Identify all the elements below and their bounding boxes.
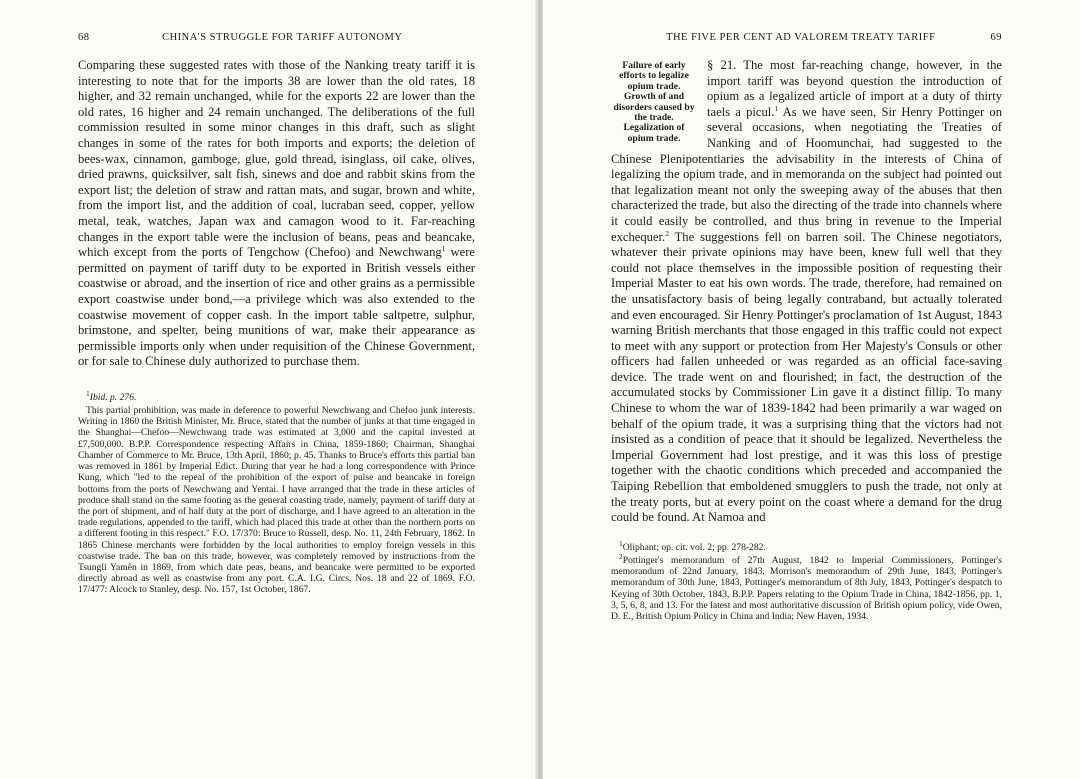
right-running-head	[611, 32, 1002, 43]
left-page-number: 68	[78, 32, 90, 43]
left-footnotes	[78, 388, 475, 596]
left-body-text	[78, 58, 475, 370]
left-body-part-2: were permitted on payment of tariff duty to be exported in British vessels either coastwise or abroad, and the insertion of rice and other grains as a permissible export coastwise under bond,—a privilege which was also extended to the coastwise movement of copper cash. In the import table saltpetre, sulphur, brimstone, and spelter, being munitions of war, make their appearance as permissible imports only when under requisition of the Chinese Government, or for sale to Chinese duly authorized to purchase them.	[78, 245, 476, 369]
right-page	[543, 0, 1080, 779]
left-body-part-1: Comparing these suggested rates with those of the Nanking treaty tariff it is interesting to note that for the imports 38 are lower than the old rates, 18 higher, and 32 remain unchanged, while for the exports 22 are lower than the old rates, 16 higher and 24 remain unchanged. The deliberations of the full commission resulted in some minor changes in this draft, such as slight changes in some of the rates for both imports and exports; the deletion of bees-wax, cinnamon, gamboge, glue, gold thread, isinglass, oil cake, olives, dried prawns, quicksilver, salt fish, sinews and doe and rabbit skins from the export list; the deletion of straw and rattan mats, and sugar, brown and white, from the import list, and the addition of coal, lucraban seed, copper, yellow metal, teak, watches, Japan wax and camagon wood to it. Far-reaching changes in the export table were the inclusion of beans, peas and beancake, which except from the ports of Tengchow (Chefoo) and Newchwang	[78, 58, 475, 260]
right-note-ref-1: 1	[774, 103, 779, 113]
right-footnote-2-text: Pottinger's memorandum of 27th August, 1842 to Imperial Commissioners, Pottinger's memorandum of 22nd January, 1843, Morrison's memorandum of 29th June, 1843, Pottinger's memorandum of 30th June, 1843, Pottinger's memorandum of 8th July, 1843, Pottinger's despatch to Keying of 30th October, 1843, B.P.P. Papers relating to the Opium Trade in China, 1842-1856, pp. 1, 3, 5, 6, 8, and 13. For the latest and most authoritative discussion of British opium policy, vide Owen, D. E., British Opium Policy in China and India; New Haven, 1934.	[611, 555, 1002, 623]
right-body-part-3: The suggestions fell on barren soil. The Chinese negotiators, whatever their private opinions may have been, knew full well that they could not place themselves in the impossible position of requesting their Imperial Master to eat his own words. The trade, therefore, had remained on the unsatisfactory basis of being legally contraband, but actually tolerated and even encouraged. Sir Henry Pottinger's proclamation of 1st August, 1843 warning British merchants that those engaged in this traffic could not expect to meet with any support or protection from Her Majesty's Consuls or other officers had fallen unheeded or was regarded as an official face-saving device. The trade went on and flourished; in fact, the destruction of the accumulated stocks by Commissioner Lin gave it a distinct fillip. To many Chinese to whom the war of 1839-1842 had been primarily a war waged on behalf of the opium trade, it was a surprising thing that the victors had not insisted as a condition of peace that it should be legalized. Nevertheless the Imperial Government had lost prestige, and it was this loss of prestige together with the chaotic conditions which preceded and accompanied the Taiping Rebellion that emboldened smugglers to push the trade, not only at the treaty ports, but at every point on the coast where a demand for the drug could be found. At Namoa and	[611, 229, 1002, 525]
right-footnotes	[611, 538, 1002, 623]
left-footnote-1	[78, 388, 475, 403]
right-note-ref-2: 2	[665, 228, 669, 238]
left-running-head	[78, 32, 475, 43]
right-body-part-2: As we have seen, Sir Henry Pottinger on several occasions, when negotiating the Treaties of Nanking and of Hoomunchai, had suggested to the Chinese Plenipotentiaries the advisability in the interests of China of legalizing the opium trade, and in memoranda on the subject had pointed out that legalization meant not only the sweeping away of the abuses that then characterized the trade, but also the directing of the trade into channels where it could easily be controlled, and thus bring in revenue to the Imperial exchequer.	[611, 104, 1002, 244]
right-body-text	[611, 58, 1002, 526]
left-footnote-2: This partial prohibition, was made in deference to powerful Newchwang and Chefoo junk interests. Writing in 1860 the British Minister, Mr. Bruce, stated that the number of junks at that time engaged in the Shanghai—Chefoo—Newchwang trade was estimated at 3,000 and the capital invested at £7,500,000. B.P.P. Correspondence respecting Affairs in China, 1859-1860; Chairman, Shanghai Chamber of Commerce to Mr. Bruce, 13th April, 1860; p. 45. Thanks to Bruce's efforts this partial ban was removed in 1861 by Imperial Edict. During that year he had a long correspondence with Prince Kung, which "led to the repeal of the prohibition of the export of pulse and beancake in foreign bottoms from the ports of Newchwang and Yentai. I have arranged that the trade in these articles of produce shall stand on the same footing as the general coasting trade, namely, payment of tariff duty at the port of shipment, and of half duty at the port of discharge, and I have agreed to an alteration in the trade regulations, appended to the tariff, which had placed this trade at other than the northern ports on a different footing in this respect." F.O. 17/370: Bruce to Russell, desp. No. 11, 24th February, 1862. In 1865 Chinese merchants were forbidden by the local authorities to employ foreign vessels in this coastwise trade. The ban on this trade, however, was completely removed by instructions from the Tsungli Yamên in 1869, from which date peas, beans, and beancake were permitted to be exported directly abroad as well as coastwise from any port. C.A. I.G. Circs. Nos. 18 and 22 of 1869. F.O. 17/477: Alcock to Stanley, desp. No. 157, 1st October, 1867.	[78, 405, 475, 596]
right-running-title: THE FIVE PER CENT AD VALOREM TREATY TARIFF	[666, 32, 936, 43]
left-page	[0, 0, 537, 779]
left-running-title: CHINA'S STRUGGLE FOR TARIFF AUTONOMY	[162, 32, 403, 43]
right-page-number: 69	[990, 32, 1002, 43]
left-footnote-1-text: Ibid. p. 276.	[89, 391, 137, 403]
right-footnote-2	[611, 551, 1002, 623]
right-footnote-1-text: Oliphant; op. cit. vol. 2; pp. 278-282.	[622, 541, 766, 553]
right-footnote-2-marker: 2	[619, 551, 623, 561]
right-footnote-1-marker: 1	[619, 538, 623, 548]
right-footnote-1	[611, 538, 1002, 553]
left-note-ref: 1	[441, 243, 446, 253]
right-body-part-1: § 21. The most far-reaching change, however, in the import tariff was beyond question the introduction of opium as a legalized article of import at a duty of thirty taels a picul.	[707, 58, 1002, 119]
margin-sidenote: Failure of early efforts to legalize opium trade. Growth of and disorders caused by the trade. Legalization of opium trade.	[613, 60, 695, 144]
left-footnote-1-marker: 1	[86, 388, 90, 398]
